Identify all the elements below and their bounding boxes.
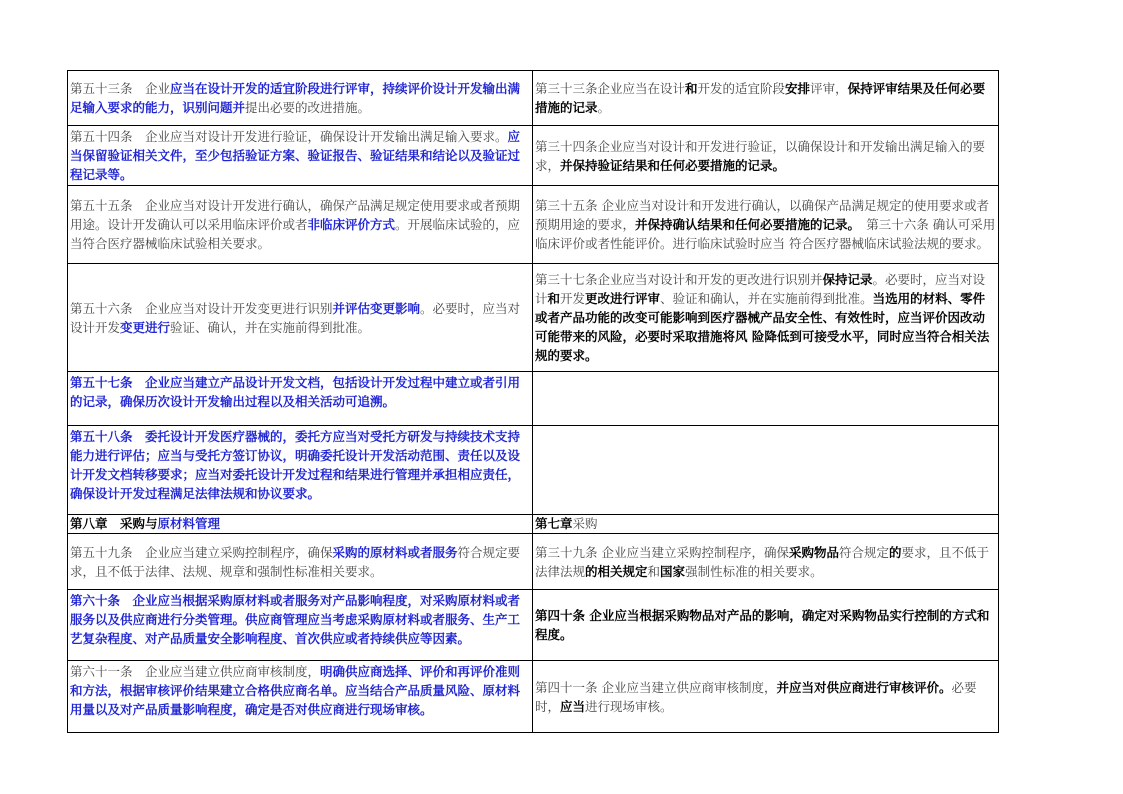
text-segment: 原材料管理 [157,516,221,531]
left-cell-text [70,427,530,513]
text-segment: 要求，且不低于法律法规 [535,544,990,579]
text-segment: 。必要时，应当对设计开发 [70,300,521,335]
text-segment: 符合规定要求，且不低于法律、法规、规章和强制性标准相关要求。 [70,544,521,579]
left-cell-text [70,543,530,581]
text-segment: 验证、确认，并在实施前得到批准。 [170,319,371,335]
left-cell [68,590,533,661]
text-segment: 第四十条 企业应当根据采购物品对产品的影响，确定对采购物品实行控制的方式和程度。 [535,608,990,642]
right-cell-text [535,606,996,644]
left-cell-text [70,373,530,424]
text-segment: 。 [597,100,611,115]
table-row [68,426,999,515]
right-cell [533,661,999,733]
left-cell [68,71,533,126]
right-cell-text [535,543,996,581]
left-cell-text [70,591,530,659]
text-segment: 的相关规定 [585,563,648,579]
right-cell [533,126,999,186]
text-segment: 更改进行评审 [585,291,661,306]
table-row [68,372,999,426]
text-segment: 第五十九条 企业应当建立采购控制程序，确保 [70,544,333,560]
text-segment: 开发的适宜阶段 [697,81,786,96]
text-segment: 第三十六条 确认可采用临床评价或者性能评价。进行临床试验时应当 符合医疗器械临床试验法规的要求。 [535,217,996,251]
text-segment: 和 [685,81,698,96]
left-cell [68,264,533,372]
text-segment: 和 [547,291,561,306]
text-segment: 保持记录 [822,272,873,287]
text-segment: 应当在设计开发的适宜阶段进行评审，持续评价设计开发输出满足输入要求的能力，识别问题并 [70,81,521,115]
right-cell [533,372,999,426]
table-row [68,71,999,126]
table-row [68,186,999,264]
right-cell-text [535,678,996,716]
text-segment: 第五十六条 企业应当对设计开发变更进行识别 [70,300,333,316]
text-segment: 第三十三条企业应当在设计 [535,81,686,96]
text-segment: 评审， [810,81,848,96]
right-cell-text [535,196,996,253]
right-cell-text [535,137,996,175]
table-row [68,126,999,186]
left-cell-text [70,196,530,253]
text-segment: 开发 [560,291,586,306]
text-segment: 采购的原材料或者服务 [332,544,458,560]
left-cell-text [70,79,530,117]
left-cell [68,661,533,733]
text-segment: 第八章 采购与 [70,516,158,531]
right-cell [533,71,999,126]
right-cell [533,534,999,590]
table-row [68,534,999,590]
left-cell [68,126,533,186]
text-segment: 当选用的材料、零件或者产品功能的改变可能影响到医疗器械产品安全性、有效性时，应当评价因改动可能带来的风险，必要时采取措施将风 险降低到可接受水平，同时应当符合相关法规的要求。 [535,291,990,363]
comparison-table [67,70,999,733]
text-segment: 第五十四条 企业应当对设计开发进行验证，确保设计开发输出满足输入要求。 [70,129,508,144]
text-segment: 第三十五条 企业应当对设计和开发进行确认，以确保产品满足规定的使用要求或者预期用途的要求， [535,198,989,232]
text-segment: 采购物品 [788,544,839,560]
table-row [68,661,999,733]
text-segment: 第六十一条 企业应当建立供应商审核制度， [70,664,321,679]
text-segment: 的 [889,544,902,560]
text-segment: 并应当对供应商进行审核评价。 [776,679,952,695]
text-segment: 第三十九条 企业应当建立采购控制程序，确保 [535,544,789,560]
text-segment: 必要时， [535,679,977,714]
text-segment: 第七章 [535,516,573,531]
left-cell-text [70,127,530,184]
table-row [68,264,999,372]
text-segment: 并保持验证结果和任何必要措施的记录。 [560,157,786,173]
text-segment: 。开展临床试验的，应当符合医疗器械临床试验相关要求。 [70,217,521,251]
text-segment: 和 [647,563,661,579]
right-cell-text [535,79,996,117]
text-segment: 提出必要的改进措施。 [245,100,371,115]
text-segment: 并保持确认结果和任何必要措施的记录。 [635,217,854,232]
right-cell-text [535,516,996,532]
text-segment: 非临床评价方式 [307,217,396,232]
left-cell-text [70,662,530,731]
right-cell [533,515,999,534]
table-row [68,590,999,661]
text-segment: 应当 [560,698,586,714]
table-row [68,515,999,534]
text-segment: 第五十八条 委托设计开发医疗器械的，委托方应当对受托方研发与持续技术支持能力进行评估；应当与受托方签订协议，明确委托设计开发活动范围、责任以及设计开发文档转移要求；应当对委托设计开发过程和结果进行管理并承担相应责任，确保设计开发过程满足法律法规和协议要求。 [70,429,521,501]
text-segment: 第五十三条 企业 [70,81,171,96]
right-cell [533,590,999,661]
text-segment: 采购 [572,516,598,531]
left-cell-text [70,299,530,337]
text-segment: 符合规定 [839,544,890,560]
text-segment: 第四十一条 企业应当建立供应商审核制度， [535,679,777,695]
text-segment: 强制性标准的相关要求。 [685,563,823,579]
text-segment: 安排 [785,81,811,96]
text-segment: 第五十五条 企业应当对设计开发进行确认，确保产品满足规定使用要求或者预期用途。设计开发确认可以采用临床评价或者 [70,198,521,232]
left-cell-text [70,516,530,532]
right-cell [533,426,999,515]
right-cell [533,186,999,264]
left-cell [68,426,533,515]
text-segment: 、验证和确认，并在实施前得到批准。 [660,291,873,306]
text-segment: 明确供应商选择、评价和再评价准则和方法，根据审核评价结果建立合格供应商名单。应当结合产品质量风险、原材料用量以及对产品质量影响程度，确定是否对供应商进行现场审核。 [70,664,521,717]
text-segment: 保持评审结果及任何必要措施的记录 [535,81,986,115]
left-cell [68,534,533,590]
text-segment: 进行现场审核。 [585,698,673,714]
right-cell-text [535,270,996,365]
text-segment: 第五十七条 企业应当建立产品设计开发文档，包括设计开发过程中建立或者引用的记录，确保历次设计开发输出过程以及相关活动可追溯。 [70,375,521,409]
left-cell [68,186,533,264]
text-segment: 第三十七条企业应当对设计和开发的更改进行识别并 [535,272,823,287]
text-segment: 并评估变更影响 [332,300,421,316]
text-segment: 应当保留验证相关文件，至少包括验证方案、验证报告、验证结果和结论以及验证过程记录等。 [70,129,521,182]
text-segment: 第三十四条企业应当对设计和开发进行验证，以确保设计和开发输出满足输入的要求， [535,138,986,173]
left-cell [68,372,533,426]
text-segment: 国家 [660,563,686,579]
text-segment: 第六十条 企业应当根据采购原材料或者服务对产品影响程度，对采购原材料或者服务以及供应商进行分类管理。供应商管理应当考虑采购原材料或者服务、生产工艺复杂程度、对产品质量安全影响程度、首次供应或者持续供应等因素。 [70,593,521,646]
text-segment: 变更进行 [120,319,171,335]
text-segment: 。必要时，应当对设计 [535,272,986,306]
left-cell [68,515,533,534]
right-cell [533,264,999,372]
